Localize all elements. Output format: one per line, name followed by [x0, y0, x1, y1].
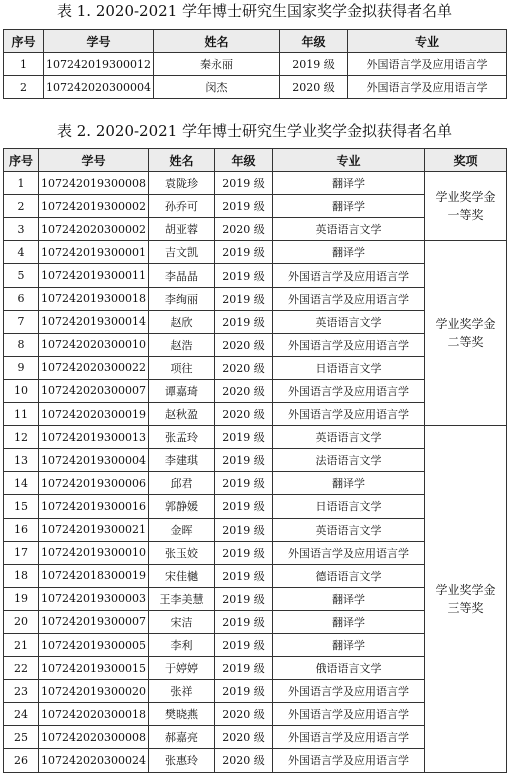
- cell-grade: 2019 级: [215, 495, 273, 518]
- cell-student-id: 107242020300022: [39, 356, 149, 379]
- table1-caption: 表 1. 2020-2021 学年博士研究生国家奖学金拟获得者名单: [56, 2, 453, 20]
- column-header: 年级: [215, 149, 273, 172]
- table2-header-row: [4, 149, 507, 172]
- cell-student-id: 107242019300003: [39, 587, 149, 610]
- cell-major: 外国语言学及应用语言学: [273, 726, 425, 749]
- table-row: [4, 53, 507, 76]
- cell-major: 外国语言学及应用语言学: [273, 749, 425, 772]
- cell-index: 2: [4, 195, 39, 218]
- cell-grade: 2019 级: [215, 518, 273, 541]
- cell-student-id: 107242019300001: [39, 241, 149, 264]
- cell-index: 18: [4, 564, 39, 587]
- cell-index: 6: [4, 287, 39, 310]
- column-header: 专业: [348, 30, 507, 53]
- cell-grade: 2019 级: [215, 426, 273, 449]
- table-row: [4, 241, 507, 264]
- table-row: [4, 172, 507, 195]
- cell-grade: 2020 级: [215, 356, 273, 379]
- cell-grade: 2019 级: [215, 564, 273, 587]
- table1-body: [4, 53, 507, 99]
- cell-index: 13: [4, 449, 39, 472]
- cell-major: 翻译学: [273, 472, 425, 495]
- cell-student-id: 107242019300013: [39, 426, 149, 449]
- cell-student-id: 107242019300016: [39, 495, 149, 518]
- cell-name: 赵欣: [149, 310, 215, 333]
- cell-name: 秦永丽: [154, 53, 280, 76]
- table1-header-row: [4, 30, 507, 53]
- cell-student-id: 107242019300010: [39, 541, 149, 564]
- cell-grade: 2019 级: [215, 541, 273, 564]
- cell-grade: 2019 级: [215, 264, 273, 287]
- cell-student-id: 107242019300002: [39, 195, 149, 218]
- column-header: 奖项: [425, 149, 507, 172]
- cell-grade: 2020 级: [280, 76, 348, 99]
- cell-index: 12: [4, 426, 39, 449]
- cell-name: 吉文凯: [149, 241, 215, 264]
- cell-student-id: 107242020300019: [39, 403, 149, 426]
- cell-name: 宋洁: [149, 610, 215, 633]
- cell-grade: 2020 级: [215, 749, 273, 772]
- cell-index: 14: [4, 472, 39, 495]
- cell-index: 8: [4, 333, 39, 356]
- cell-student-id: 107242020300002: [39, 218, 149, 241]
- cell-grade: 2020 级: [215, 379, 273, 402]
- cell-grade: 2019 级: [215, 610, 273, 633]
- cell-grade: 2019 级: [280, 53, 348, 76]
- cell-index: 17: [4, 541, 39, 564]
- cell-major: 德语语言文学: [273, 564, 425, 587]
- cell-name: 张惠玲: [149, 749, 215, 772]
- cell-name: 赵秋盈: [149, 403, 215, 426]
- cell-index: 22: [4, 657, 39, 680]
- cell-major: 外国语言学及应用语言学: [273, 403, 425, 426]
- national-scholarship-table: [3, 29, 507, 99]
- cell-name: 于婷婷: [149, 657, 215, 680]
- cell-index: 26: [4, 749, 39, 772]
- cell-major: 外国语言学及应用语言学: [273, 264, 425, 287]
- cell-student-id: 107242019300011: [39, 264, 149, 287]
- cell-major: 英语语言文学: [273, 218, 425, 241]
- cell-grade: 2019 级: [215, 633, 273, 656]
- cell-major: 外国语言学及应用语言学: [348, 53, 507, 76]
- cell-grade: 2019 级: [215, 587, 273, 610]
- cell-grade: 2019 级: [215, 287, 273, 310]
- cell-name: 王李美慧: [149, 587, 215, 610]
- cell-major: 翻译学: [273, 610, 425, 633]
- cell-major: 翻译学: [273, 587, 425, 610]
- cell-name: 孙乔可: [149, 195, 215, 218]
- cell-name: 李利: [149, 633, 215, 656]
- column-header: 专业: [273, 149, 425, 172]
- cell-major: 外国语言学及应用语言学: [348, 76, 507, 99]
- cell-index: 25: [4, 726, 39, 749]
- cell-student-id: 107242019300008: [39, 172, 149, 195]
- cell-student-id: 107242018300019: [39, 564, 149, 587]
- cell-index: 1: [4, 172, 39, 195]
- cell-name: 闵杰: [154, 76, 280, 99]
- cell-index: 16: [4, 518, 39, 541]
- cell-grade: 2020 级: [215, 703, 273, 726]
- cell-grade: 2019 级: [215, 472, 273, 495]
- cell-name: 张玉姣: [149, 541, 215, 564]
- cell-index: 11: [4, 403, 39, 426]
- cell-index: 10: [4, 379, 39, 402]
- cell-name: 张祥: [149, 680, 215, 703]
- cell-student-id: 107242019300014: [39, 310, 149, 333]
- cell-student-id: 107242020300008: [39, 726, 149, 749]
- cell-student-id: 107242019300015: [39, 657, 149, 680]
- cell-major: 日语语言文学: [273, 495, 425, 518]
- column-header: 年级: [280, 30, 348, 53]
- cell-index: 2: [4, 76, 44, 99]
- cell-student-id: 107242019300006: [39, 472, 149, 495]
- cell-index: 4: [4, 241, 39, 264]
- cell-major: 外国语言学及应用语言学: [273, 703, 425, 726]
- cell-index: 15: [4, 495, 39, 518]
- table-row: [4, 76, 507, 99]
- cell-major: 日语语言文学: [273, 356, 425, 379]
- cell-index: 3: [4, 218, 39, 241]
- column-header: 学号: [44, 30, 154, 53]
- column-header: 姓名: [154, 30, 280, 53]
- cell-student-id: 107242020300004: [44, 76, 154, 99]
- column-header: 学号: [39, 149, 149, 172]
- column-header: 序号: [4, 30, 44, 53]
- cell-name: 樊晓燕: [149, 703, 215, 726]
- cell-student-id: 107242019300020: [39, 680, 149, 703]
- table2-body: [4, 172, 507, 772]
- academic-scholarship-table: [3, 148, 507, 773]
- table2-caption: 表 2. 2020-2021 学年博士研究生学业奖学金拟获得者名单: [56, 122, 453, 140]
- table-row: [4, 426, 507, 449]
- cell-index: 1: [4, 53, 44, 76]
- cell-grade: 2020 级: [215, 218, 273, 241]
- cell-name: 郝嘉亮: [149, 726, 215, 749]
- cell-student-id: 107242020300024: [39, 749, 149, 772]
- cell-student-id: 107242019300005: [39, 633, 149, 656]
- cell-major: 翻译学: [273, 172, 425, 195]
- cell-major: 外国语言学及应用语言学: [273, 680, 425, 703]
- cell-student-id: 107242020300007: [39, 379, 149, 402]
- cell-major: 外国语言学及应用语言学: [273, 333, 425, 356]
- cell-index: 5: [4, 264, 39, 287]
- cell-grade: 2019 级: [215, 241, 273, 264]
- cell-grade: 2019 级: [215, 195, 273, 218]
- cell-name: 项往: [149, 356, 215, 379]
- cell-student-id: 107242019300021: [39, 518, 149, 541]
- cell-grade: 2019 级: [215, 449, 273, 472]
- cell-student-id: 107242019300007: [39, 610, 149, 633]
- cell-major: 外国语言学及应用语言学: [273, 541, 425, 564]
- cell-major: 英语语言文学: [273, 518, 425, 541]
- cell-index: 23: [4, 680, 39, 703]
- cell-grade: 2019 级: [215, 310, 273, 333]
- cell-major: 外国语言学及应用语言学: [273, 287, 425, 310]
- cell-major: 俄语语言文学: [273, 657, 425, 680]
- cell-grade: 2020 级: [215, 726, 273, 749]
- cell-name: 李建琪: [149, 449, 215, 472]
- cell-student-id: 107242019300004: [39, 449, 149, 472]
- cell-name: 金晖: [149, 518, 215, 541]
- cell-name: 宋佳樾: [149, 564, 215, 587]
- cell-name: 赵浩: [149, 333, 215, 356]
- cell-student-id: 107242020300010: [39, 333, 149, 356]
- cell-grade: 2019 级: [215, 657, 273, 680]
- cell-major: 英语语言文学: [273, 426, 425, 449]
- cell-name: 郭静媛: [149, 495, 215, 518]
- cell-index: 7: [4, 310, 39, 333]
- cell-award: 学业奖学金三等奖: [425, 426, 507, 772]
- cell-name: 李绚丽: [149, 287, 215, 310]
- cell-name: 邱君: [149, 472, 215, 495]
- cell-award: 学业奖学金一等奖: [425, 172, 507, 241]
- cell-name: 胡亚蓉: [149, 218, 215, 241]
- cell-grade: 2020 级: [215, 333, 273, 356]
- cell-grade: 2019 级: [215, 172, 273, 195]
- column-header: 姓名: [149, 149, 215, 172]
- cell-major: 翻译学: [273, 241, 425, 264]
- cell-index: 19: [4, 587, 39, 610]
- cell-grade: 2019 级: [215, 680, 273, 703]
- cell-major: 法语语言文学: [273, 449, 425, 472]
- cell-name: 李晶晶: [149, 264, 215, 287]
- cell-major: 翻译学: [273, 633, 425, 656]
- cell-award: 学业奖学金二等奖: [425, 241, 507, 426]
- cell-student-id: 107242019300012: [44, 53, 154, 76]
- cell-index: 20: [4, 610, 39, 633]
- cell-index: 9: [4, 356, 39, 379]
- cell-name: 袁陇珍: [149, 172, 215, 195]
- cell-index: 24: [4, 703, 39, 726]
- cell-major: 英语语言文学: [273, 310, 425, 333]
- cell-index: 21: [4, 633, 39, 656]
- column-header: 序号: [4, 149, 39, 172]
- cell-student-id: 107242020300018: [39, 703, 149, 726]
- cell-name: 张孟玲: [149, 426, 215, 449]
- cell-major: 外国语言学及应用语言学: [273, 379, 425, 402]
- cell-name: 谭嘉琦: [149, 379, 215, 402]
- cell-major: 翻译学: [273, 195, 425, 218]
- cell-grade: 2020 级: [215, 403, 273, 426]
- cell-student-id: 107242019300018: [39, 287, 149, 310]
